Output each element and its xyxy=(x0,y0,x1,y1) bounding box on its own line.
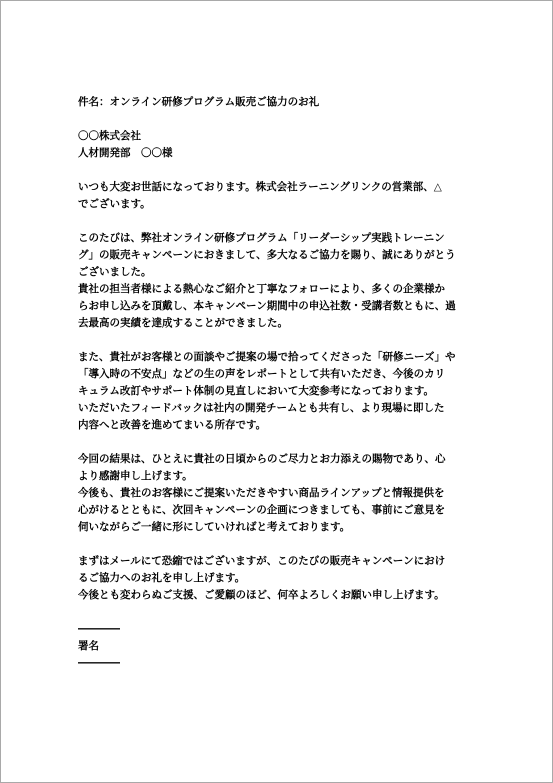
paragraph2-line: 「導入時の不安点」などの生の声をレポートとして共有いただき、今後のカリ xyxy=(78,368,446,380)
spacer xyxy=(78,434,478,451)
paragraph2-line: キュラム改訂やサポート体制の見直しにおいて大変参考になっております。 xyxy=(78,385,435,397)
paragraph4-line: まずはメールにて恐縮ではございますが、このたびの販売キャンペーンにおけ xyxy=(78,555,446,567)
signature-rule-top: ―――― xyxy=(78,623,120,635)
spacer xyxy=(78,213,478,230)
paragraph3-line: より感謝申し上げます。 xyxy=(78,470,193,482)
greeting-line: いつも大変お世話になっております。株式会社ラーニングリンクの営業部、△ xyxy=(78,181,442,193)
paragraph3-line: 心がけるとともに、次回キャンペーンの企画につきましても、事前にご意見を xyxy=(78,504,446,516)
recipient-company: 〇〇株式会社 xyxy=(78,130,141,142)
paragraph4-line: るご協力へのお礼を申し上げます。 xyxy=(78,572,246,584)
paragraph4-line: 今後とも変わらぬご支援、ご愛顧のほど、何卒よろしくお願い申し上げます。 xyxy=(78,589,445,601)
spacer xyxy=(78,604,478,621)
signature-rule-bottom: ―――― xyxy=(78,657,120,669)
paragraph1-line: ございました。 xyxy=(78,266,152,278)
recipient-person: 人材開発部 〇〇様 xyxy=(78,147,173,159)
greeting-line: でございます。 xyxy=(78,198,151,210)
spacer xyxy=(78,111,478,128)
spacer xyxy=(78,536,478,553)
letter-body xyxy=(78,94,478,672)
paragraph1-line: このたびは、弊社オンライン研修プログラム「リーダーシップ実践トレーニン xyxy=(78,232,445,244)
paragraph1-line: 貴社の担当者様による熱心なご紹介と丁寧なフォローにより、多くの企業様か xyxy=(78,283,445,295)
paragraph1-line: グ」の販売キャンペーンにおきまして、多大なるご協力を賜り、誠にありがとう xyxy=(78,249,456,261)
subject-line: 件名：オンライン研修プログラム販売ご協力のお礼 xyxy=(78,96,320,108)
paragraph2-line: 内容へと改善を進めてまいる所存です。 xyxy=(78,419,267,431)
paragraph3-line: 今後も、貴社のお客様にご提案いただきやすい商品ラインアップと情報提供を xyxy=(78,487,445,499)
spacer xyxy=(78,332,478,349)
paragraph1-line: 去最高の実績を達成することができました。 xyxy=(78,317,288,329)
paragraph3-line: 伺いながらご一緒に形にしていければと考えております。 xyxy=(78,521,351,533)
paragraph2-line: いただいたフィードバックは社内の開発チームとも共有し、より現場に即した xyxy=(78,402,445,414)
paragraph1-line: らお申し込みを頂戴し、本キャンペーン期間中の申込社数・受講者数ともに、過 xyxy=(78,300,456,312)
paragraph3-line: 今回の結果は、ひとえに貴社の日頃からのご尽力とお力添えの賜物であり、心 xyxy=(78,453,446,465)
paragraph2-line: また、貴社がお客様との面談やご提案の場で拾ってくださった「研修ニーズ」や xyxy=(78,351,456,363)
spacer xyxy=(78,162,478,179)
signature-label: 署名 xyxy=(78,640,99,652)
